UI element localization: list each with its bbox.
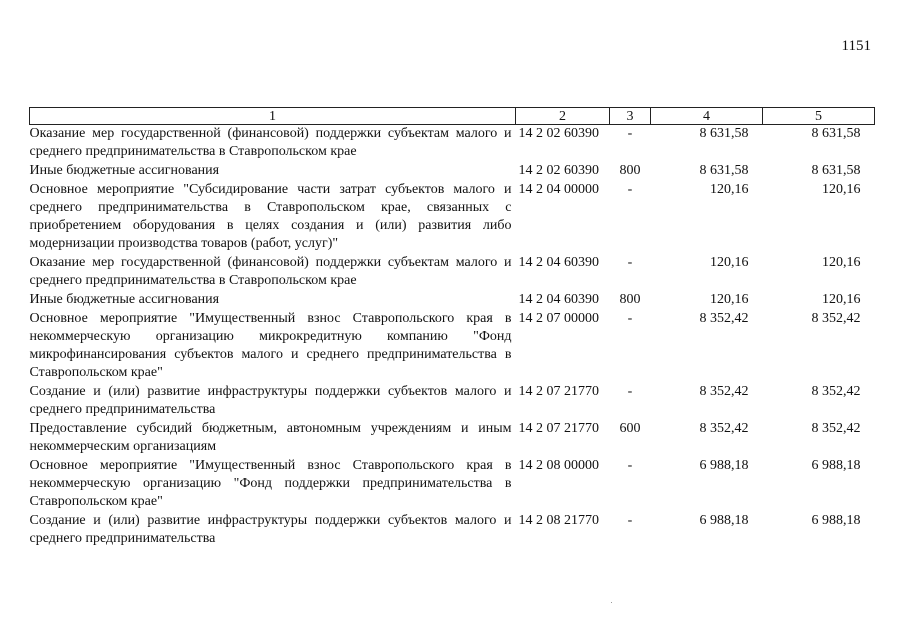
row-code: 14 2 07 21770: [518, 421, 599, 436]
row-name: Оказание мер государственной (финансовой) поддержки субъектам малого и среднего предпринимательства в Ставропольском крае: [29, 255, 512, 288]
row-code: 14 2 02 60390: [518, 163, 599, 178]
table-row: [30, 310, 875, 383]
row-value-5: 8 631,58: [811, 126, 861, 141]
table-row: [30, 457, 875, 512]
table-row: [30, 181, 875, 254]
table-row: [30, 512, 875, 549]
row-name: Основное мероприятие "Субсидирование части затрат субъектов малого и среднего предпринимательства в Ставропольском крае, связанных с приобретением оборудования в целях создания и (или) развития либо модернизации производства товаров (работ, услуг)": [29, 182, 512, 251]
row-code: 14 2 04 60390: [518, 255, 599, 270]
row-type: 800: [619, 292, 641, 307]
row-code: 14 2 08 00000: [518, 458, 599, 473]
budget-table: [29, 107, 875, 549]
row-value-5: 8 631,58: [811, 163, 861, 178]
row-type: -: [627, 311, 633, 326]
row-value-4: 8 631,58: [699, 126, 749, 141]
row-value-4: 6 988,18: [699, 458, 749, 473]
row-value-5: 120,16: [822, 292, 861, 307]
row-type: -: [627, 255, 633, 270]
row-value-5: 8 352,42: [811, 384, 861, 399]
row-value-4: 6 988,18: [699, 513, 749, 528]
row-type: -: [627, 458, 633, 473]
row-value-5: 120,16: [822, 182, 861, 197]
table-row: [30, 420, 875, 457]
row-type: -: [627, 513, 633, 528]
row-value-5: 6 988,18: [811, 513, 861, 528]
row-value-5: 8 352,42: [811, 421, 861, 436]
column-header-3: 3: [610, 108, 651, 125]
row-value-4: 120,16: [710, 182, 749, 197]
table-row: [30, 125, 875, 163]
row-value-4: 8 352,42: [699, 311, 749, 326]
row-code: 14 2 02 60390: [518, 126, 599, 141]
row-type: 800: [619, 163, 641, 178]
row-name: Создание и (или) развитие инфраструктуры поддержки субъектов малого и среднего предпринимательства: [29, 513, 512, 546]
row-code: 14 2 07 00000: [518, 311, 599, 326]
row-name: Основное мероприятие "Имущественный взнос Ставропольского края в некоммерческую организацию микрокредитную компанию "Фонд микрофинансирования субъектов малого и среднего предпринимательства в Ставропольском крае": [29, 311, 512, 380]
row-name: Иные бюджетные ассигнования: [29, 163, 220, 178]
row-value-5: 6 988,18: [811, 458, 861, 473]
row-value-4: 8 631,58: [699, 163, 749, 178]
table-row: [30, 254, 875, 291]
table-row: [30, 383, 875, 420]
row-code: 14 2 07 21770: [518, 384, 599, 399]
column-header-5: 5: [763, 108, 875, 125]
row-code: 14 2 04 00000: [518, 182, 599, 197]
row-name: Основное мероприятие "Имущественный взнос Ставропольского края в некоммерческую организацию "Фонд поддержки предпринимательства в Ставропольском крае": [29, 458, 512, 509]
row-value-5: 120,16: [822, 255, 861, 270]
row-type: -: [627, 126, 633, 141]
table-row: [30, 291, 875, 310]
row-value-4: 120,16: [710, 292, 749, 307]
row-value-4: 8 352,42: [699, 384, 749, 399]
row-type: 600: [619, 421, 641, 436]
row-type: -: [627, 384, 633, 399]
row-name: Оказание мер государственной (финансовой) поддержки субъектам малого и среднего предпринимательства в Ставропольском крае: [29, 126, 512, 159]
row-code: 14 2 04 60390: [518, 292, 599, 307]
row-value-5: 8 352,42: [811, 311, 861, 326]
scan-speck: [611, 602, 612, 603]
row-name: Предоставление субсидий бюджетным, автономным учреждениям и иным некоммерческим организациям: [29, 421, 512, 454]
row-code: 14 2 08 21770: [518, 513, 599, 528]
table-header-row: [30, 108, 875, 125]
row-value-4: 8 352,42: [699, 421, 749, 436]
row-value-4: 120,16: [710, 255, 749, 270]
row-name: Создание и (или) развитие инфраструктуры поддержки субъектов малого и среднего предпринимательства: [29, 384, 512, 417]
column-header-1: 1: [30, 108, 516, 125]
page-number: 1151: [841, 38, 871, 54]
column-header-4: 4: [651, 108, 763, 125]
row-type: -: [627, 182, 633, 197]
table-row: [30, 162, 875, 181]
column-header-2: 2: [516, 108, 610, 125]
row-name: Иные бюджетные ассигнования: [29, 292, 220, 307]
